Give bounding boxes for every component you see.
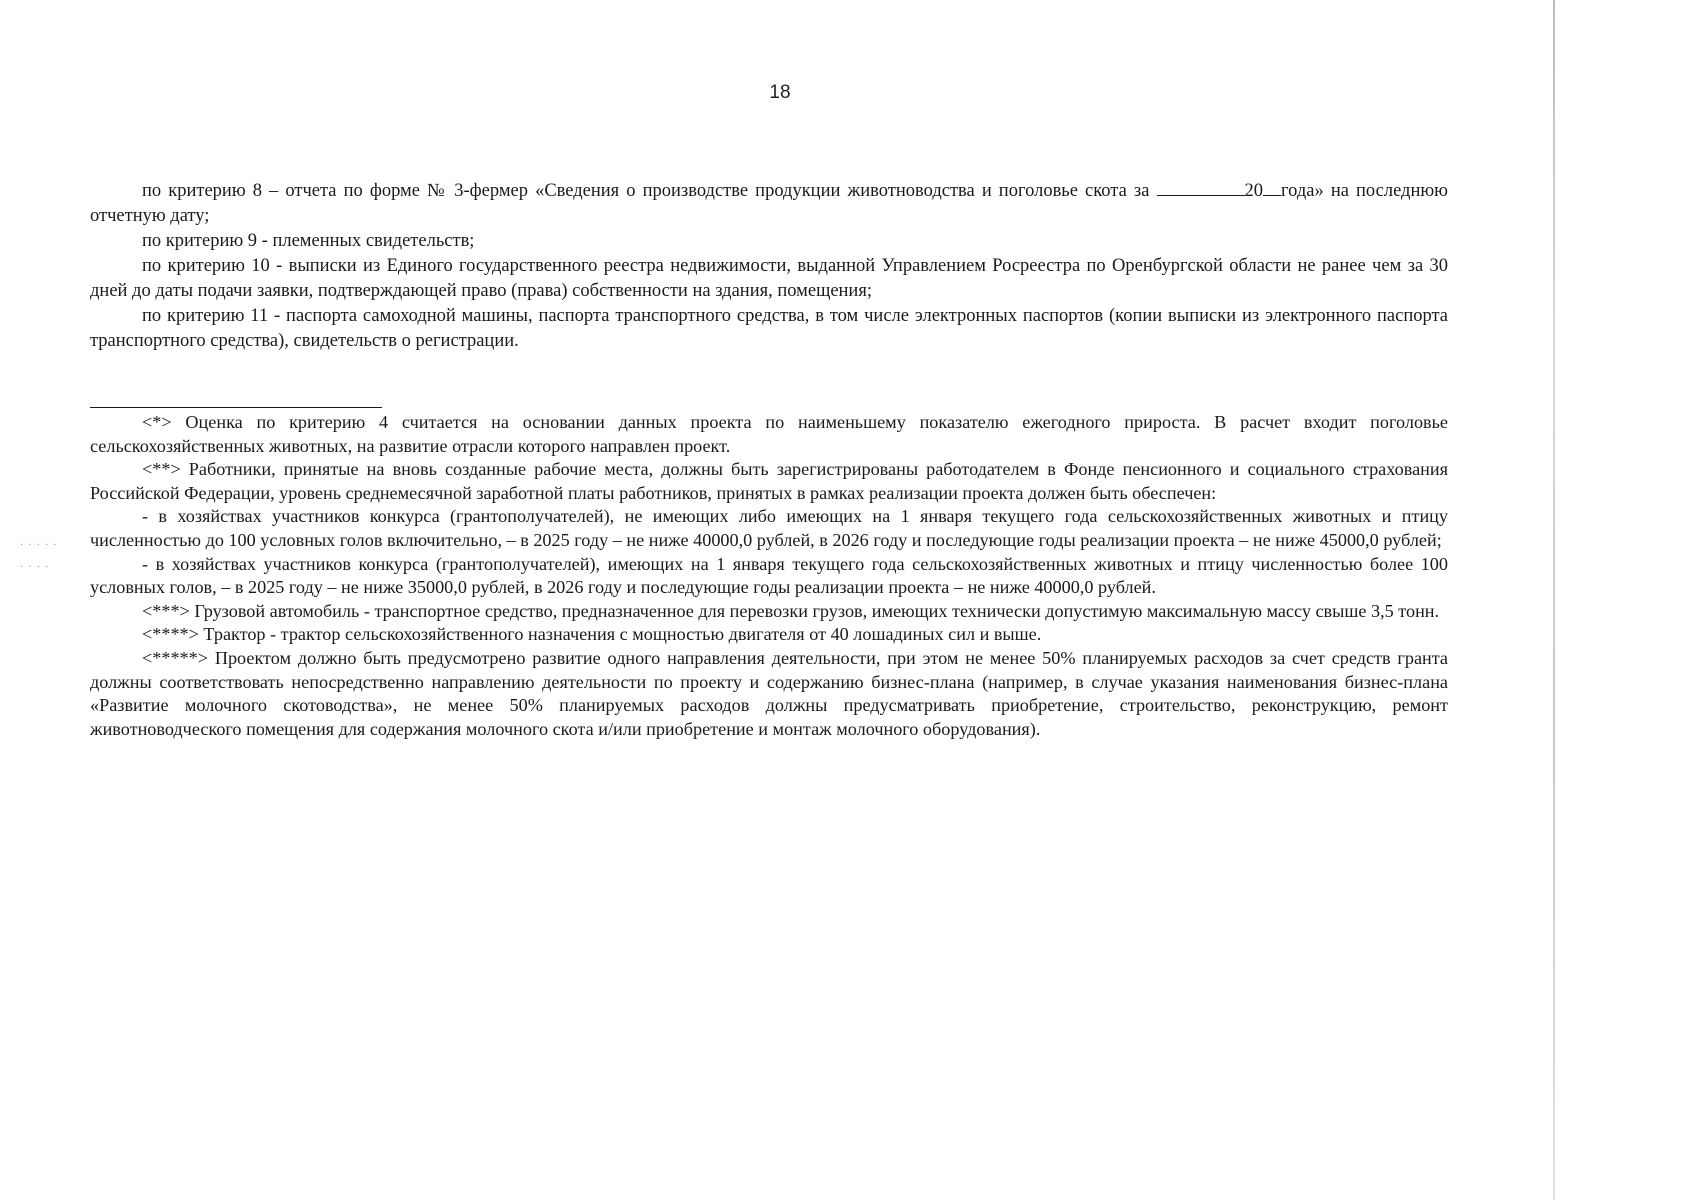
- footnote-1: <*> Оценка по критерию 4 считается на основании данных проекта по наименьшему показателю ежегодного прироста. В расчет входит поголовье сельскохозяйственных животных, на развитие отрасли которого направлен проект.: [90, 412, 1448, 456]
- footnote-3: <***> Грузовой автомобиль - транспортное средство, предназначенное для перевозки грузов, имеющих технически допустимую максимальную массу свыше 3,5 тонн.: [142, 600, 1440, 621]
- criterion-8-text-b: года» на последнюю отчетную дату;: [90, 181, 1448, 226]
- paragraph-criterion-10: по критерию 10 - выписки из Единого государственного реестра недвижимости, выданной Управлением Росреестра по Оренбургской области не ранее чем за 30 дней до даты подачи заявки, подтверждающей право (права) собственности на здания, помещения;: [90, 256, 1448, 301]
- footnote-separator: [90, 407, 382, 408]
- scan-edge-line: [1553, 0, 1555, 1200]
- footnote-2-item-2: - в хозяйствах участников конкурса (грантополучателей), имеющих на 1 января текущего года сельскохозяйственных животных и птицу численностью более 100 условных голов, – в 2025 году – не ниже 35000,0 рублей, в 2026 году и последующие годы реализации проекта – не ниже 40000,0 рублей.: [90, 553, 1448, 598]
- year-prefix: 20: [1244, 181, 1264, 201]
- footnote-2-item-1: - в хозяйствах участников конкурса (грантополучателей), не имеющих либо имеющих на 1 января текущего года сельскохозяйственных животных и птицу численностью до 100 условных голов включительно, – в 2025 году – не ниже 40000,0 рублей, в 2026 году и последующие годы реализации проекта – не ниже 45000,0 рублей;: [90, 506, 1448, 550]
- paragraph-criterion-9: по критерию 9 - племенных свидетельств;: [142, 231, 475, 251]
- footnote-2: <**> Работники, принятые на вновь созданные рабочие места, должны быть зарегистрированы работодателем в Фонде пенсионного и социального страхования Российской Федерации, уровень среднемесячной заработной платы работников, принятых в рамках реализации проекта должен быть обеспечен:: [90, 459, 1448, 503]
- blank-line: [1157, 177, 1245, 196]
- paragraph-criterion-11: по критерию 11 - паспорта самоходной машины, паспорта транспортного средства, в том числе электронных паспортов (копии выписки из электронного паспорта транспортного средства), свидетельств о регистрации.: [90, 306, 1448, 351]
- page-number: 18: [769, 82, 791, 103]
- criterion-8-text-a: по критерию 8 – отчета по форме № 3-фермер «Сведения о производстве продукции животноводства и поголовье скота за: [142, 181, 1157, 201]
- footnote-5: <*****> Проектом должно быть предусмотрено развитие одного направления деятельности, при этом не менее 50% планируемых расходов за счет средств гранта должны соответствовать непосредственно направлению деятельности по проекту и содержанию бизнес-плана (например, в случае указания наименования бизнес-плана «Развитие молочного скотоводства», не менее 50% планируемых расходов должны предусматривать приобретение, строительство, реконструкцию, ремонт животноводческого помещения для содержания молочного скота и/или приобретение и монтаж молочного оборудования).: [90, 647, 1448, 739]
- footnotes: [90, 411, 1448, 741]
- paragraph-criterion-8: [90, 177, 1448, 229]
- scan-margin-mark: · · · · ·: [20, 540, 58, 551]
- blank-line-short: [1263, 177, 1281, 196]
- scan-margin-mark: · · · ·: [20, 562, 50, 573]
- main-text: [90, 177, 1448, 354]
- footnote-4: <****> Трактор - трактор сельскохозяйственного назначения с мощностью двигателя от 40 лошадиных сил и выше.: [142, 624, 1042, 645]
